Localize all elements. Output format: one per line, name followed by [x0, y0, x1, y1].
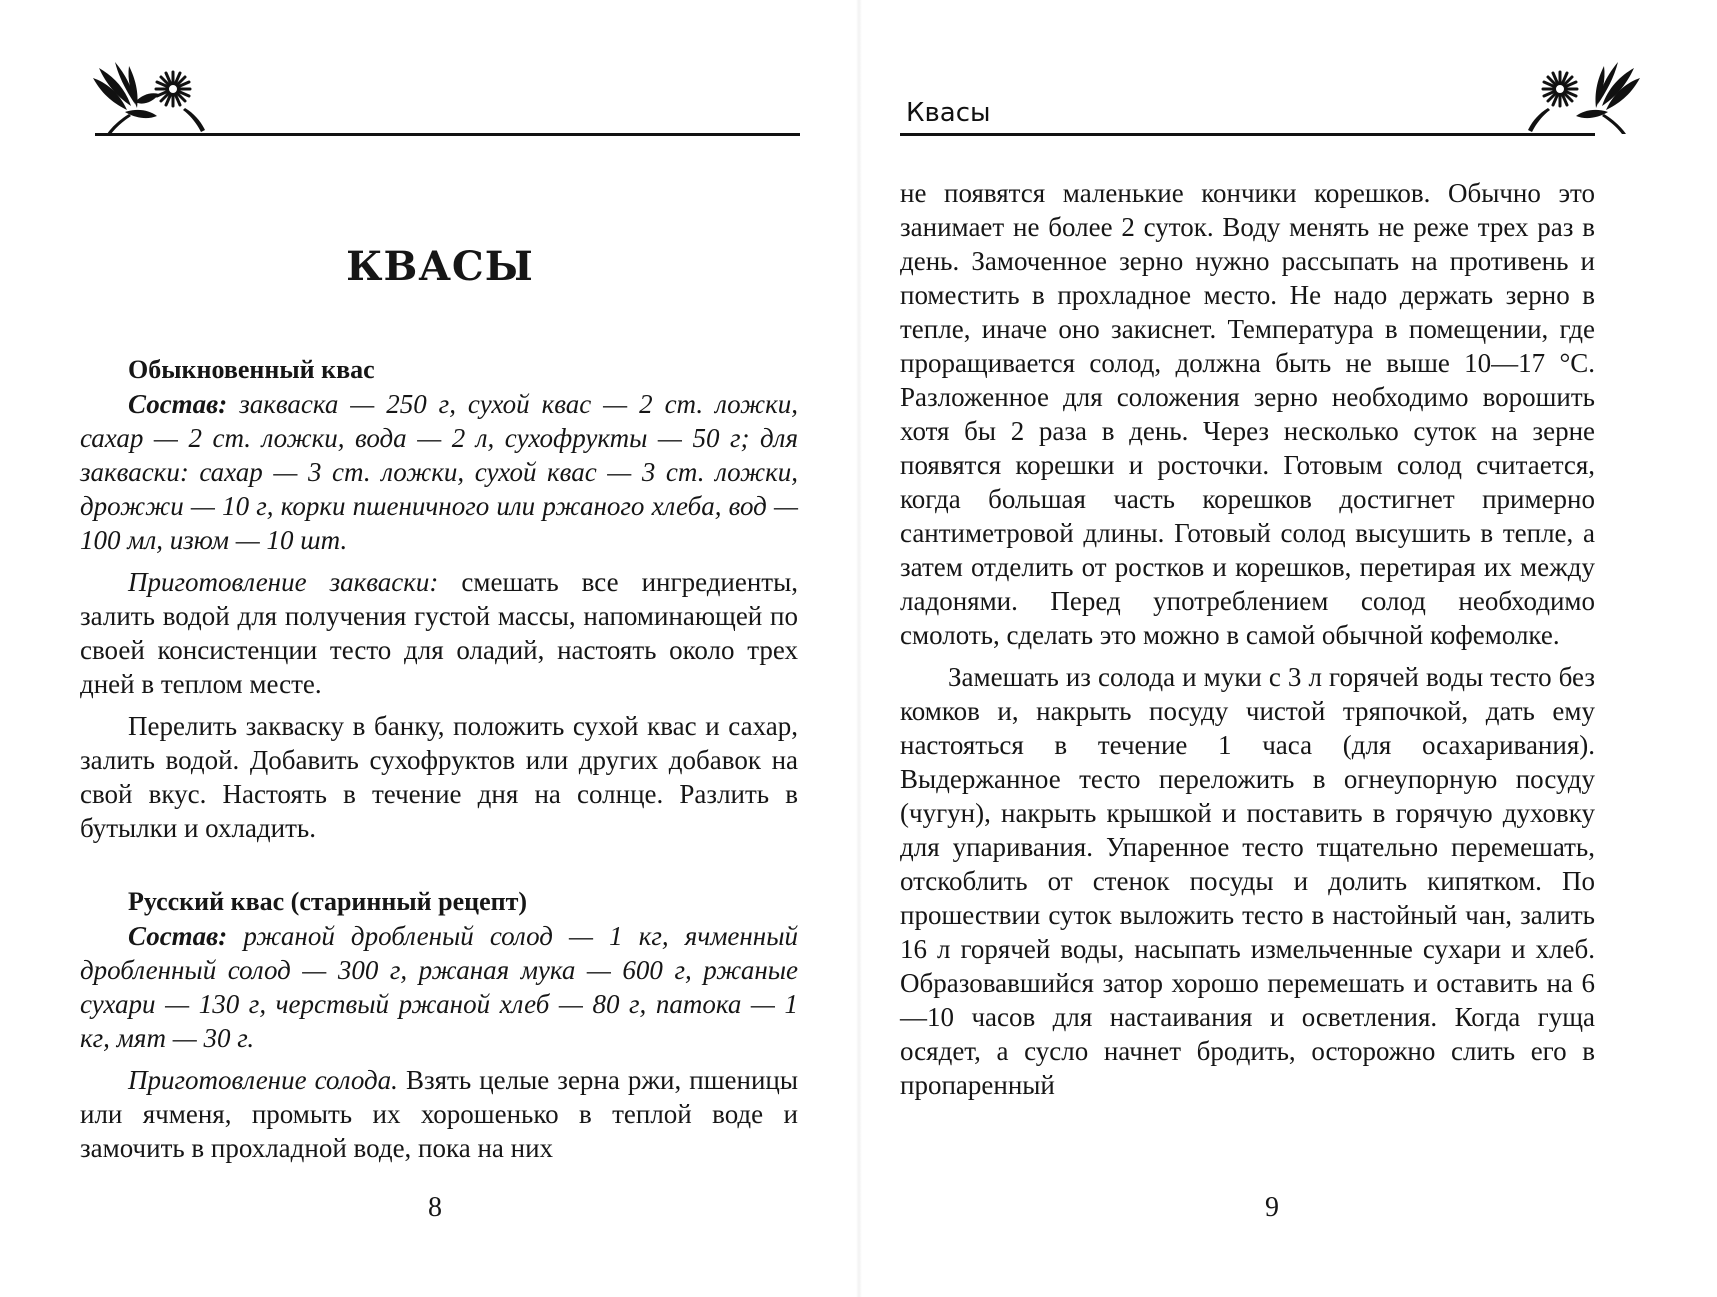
- header-rule: [95, 133, 800, 136]
- body-paragraph: не появятся маленькие кончики корешков. Обычно это занимает не более 2 суток. Воду менять не реже трех раз в день. Замоченное зерно нужно рассыпать на противень и поместить в прохладное место. Не надо держать зерно в тепле, иначе оно закиснет. Температура в помещении, где проращивается солод, должна быть не выше 10—17 °С. Разложенное для соложения зерно необходимо ворошить хотя бы 2 раза в день. Через несколько суток на зерне появятся корешки и росточки. Готовым солод считается, когда большая часть корешков достигнет примерно сантиметровой длины. Готовый солод высушить в тепле, а затем отделить от ростков и корешков, перетирая их между ладонями. Перед употреблением солод необходимо смолоть, сделать это можно в самой обычной кофемолке.: [900, 178, 1595, 650]
- body-paragraph: Замешать из солода и муки с 3 л горячей воды тесто без комков и, накрыть посуду чистой тряпочкой, дать ему настояться в течение 1 часа (для осахаривания). Выдержанное тесто переложить в огнеупорную посуду (чугун), накрыть крышкой и поставить в горячую духовку для упаривания. Упаренное тесто тщательно перемешать, отскоблить от стенок посуды и долить кипятком. По прошествии суток выложить тесто в настойный чан, залить 16 л горячей воды, насыпать измельченные сухари и хлеб. Образовавшийся затор хорошо перемешать и оставить на 6—10 часов для настаивания и осветления. Когда гуща осядет, а сусло начнет бродить, осторожно слить его в пропаренный: [900, 662, 1595, 1100]
- composition-text: ржаной дробленый солод — 1 кг, ячменный дробленный солод — 300 г, ржаная мука — 600 г, ржаные сухари — 130 г, черствый ржаной хлеб — 80 г, патока — 1 кг, мят — 30 г.: [80, 921, 798, 1053]
- header-rule: [900, 133, 1595, 136]
- running-head: Квасы: [906, 98, 991, 128]
- recipe-preparation: [80, 1063, 798, 1165]
- preparation-label: Приготовление солода.: [128, 1065, 398, 1095]
- right-page-text: [900, 176, 1595, 1102]
- preparation-text: Взять целые зерна ржи, пшеницы или ячменя, промыть их хорошенько в теплой воде и замочить в прохладной воде, пока на них: [80, 1065, 799, 1163]
- recipe-composition: [80, 919, 798, 1055]
- composition-label: Состав:: [128, 921, 228, 951]
- recipe-title: Русский квас (старинный рецепт): [128, 887, 528, 916]
- recipe-preparation: [80, 565, 798, 701]
- composition-label: Состав:: [128, 389, 228, 419]
- leaf-and-flower-ornament-icon: [85, 58, 225, 136]
- left-page-text: [80, 353, 798, 1165]
- flower-and-leaf-ornament-icon: [1508, 58, 1648, 136]
- recipe-composition: [80, 387, 798, 557]
- preparation-text: смешать все ингредиенты, залить водой для получения густой массы, напоминающей по своей консистенции тесто для оладий, настоять около трех дней в теплом месте.: [80, 567, 799, 699]
- recipe-title: Обыкновенный квас: [128, 355, 375, 384]
- preparation-label: Приготовление закваски:: [128, 567, 439, 597]
- right-page: [860, 0, 1717, 1297]
- page-number: 9: [1265, 1192, 1279, 1223]
- composition-text: закваска — 250 г, сухой квас — 2 ст. ложки, сахар — 2 ст. ложки, вода — 2 л, сухофрукты — 50 г; для закваски: сахар — 3 ст. ложки, сухой квас — 3 ст. ложки, дрожжи — 10 г, корки пшеничного или ржаного хлеба, вод — 100 мл, изюм — 10 шт.: [80, 389, 798, 555]
- page-number: 8: [428, 1192, 442, 1223]
- recipe-paragraph: Перелить закваску в банку, положить сухой квас и сахар, залить водой. Добавить сухофруктов или других добавок на свой вкус. Настоять в течение дня на солнце. Разлить в бутылки и охладить.: [80, 711, 798, 843]
- section-title: КВАСЫ: [346, 243, 534, 290]
